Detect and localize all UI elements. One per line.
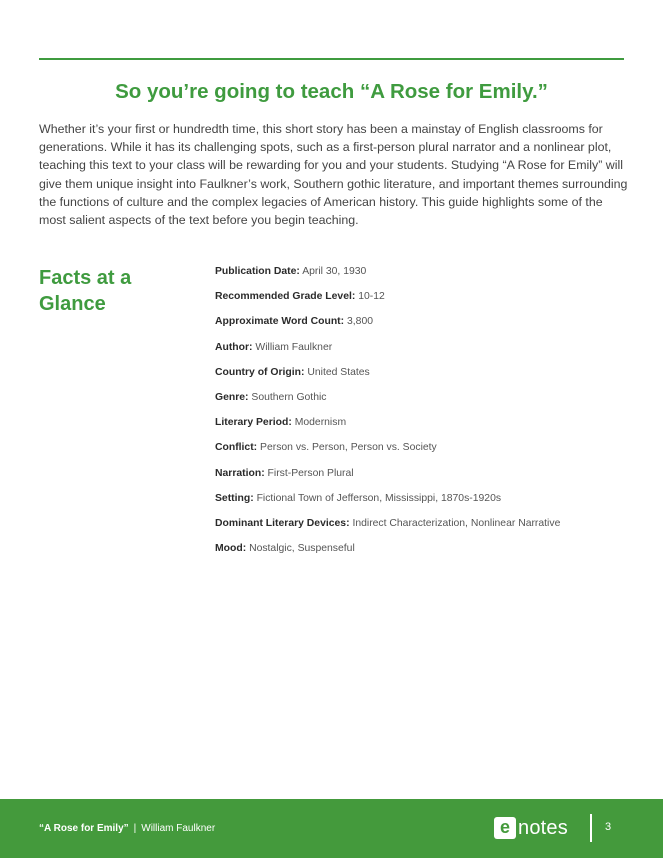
footer-author: William Faulkner: [141, 823, 216, 834]
fact-narration: Narration: First-Person Plural: [215, 467, 354, 479]
fact-setting: Setting: Fictional Town of Jefferson, Mississippi, 1870s-1920s: [215, 492, 502, 504]
footer-divider: [590, 814, 592, 842]
page-number: 3: [605, 821, 612, 833]
fact-publication-date: Publication Date: April 30, 1930: [215, 266, 367, 277]
fact-grade-level: Recommended Grade Level: 10-12: [215, 291, 385, 303]
footer-separator: |: [133, 823, 137, 834]
footer-caption: [39, 823, 215, 834]
top-divider: [39, 58, 624, 60]
intro-paragraph: Whether it’s your first or hundredth time, this short story has been a mainstay of English classrooms for generations. While it has its challenging spots, such as a first-person plural narrator and a nonlinear plot, teaching this text to your class will be rewarding for you and your students. Studying “A Rose for Emily” will give them unique insight into Faulkner’s work, Southern gothic literature, and important themes surrounding the functions of culture and the complex legacies of American history. This guide highlights some of the most salient aspects of the text before you begin teaching.: [39, 122, 628, 228]
fact-literary-devices: Dominant Literary Devices: Indirect Characterization, Nonlinear Narrative: [215, 517, 561, 529]
fact-genre: Genre: Southern Gothic: [215, 391, 327, 403]
logo-wordmark: notes: [518, 816, 568, 839]
enotes-logo: [494, 816, 568, 840]
logo-e-icon: e: [494, 817, 516, 839]
facts-heading: Facts at a Glance: [39, 267, 132, 315]
facts-list: [215, 265, 635, 567]
page-footer: [0, 799, 663, 858]
footer-title: “A Rose for Emily”: [39, 823, 129, 834]
fact-literary-period: Literary Period: Modernism: [215, 417, 347, 429]
fact-conflict: Conflict: Person vs. Person, Person vs. Society: [215, 442, 437, 454]
fact-word-count: Approximate Word Count: 3,800: [215, 316, 374, 328]
fact-author: Author: William Faulkner: [215, 341, 333, 353]
fact-country: Country of Origin: United States: [215, 366, 370, 378]
fact-mood: Mood: Nostalgic, Suspenseful: [215, 543, 355, 555]
page-headline: So you’re going to teach “A Rose for Emily.”: [115, 80, 548, 103]
